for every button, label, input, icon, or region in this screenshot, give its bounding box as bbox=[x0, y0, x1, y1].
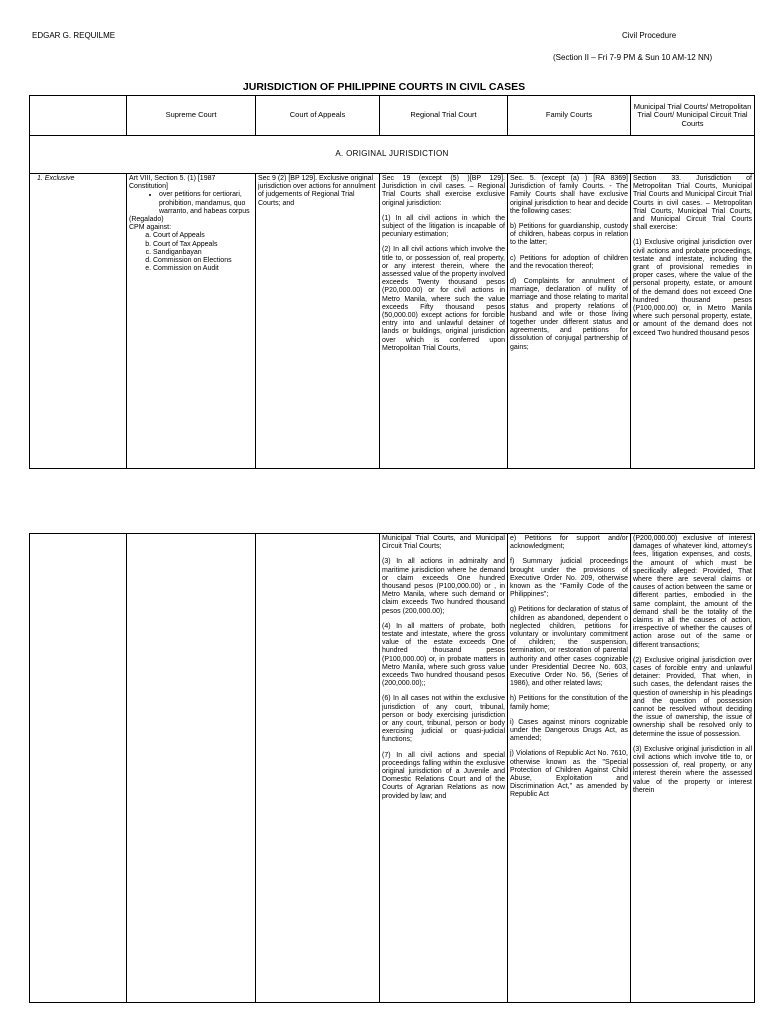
sc-regalado: (Regalado) bbox=[129, 216, 164, 224]
fc-paragraph: e) Petitions for support and/or acknowledgment; bbox=[510, 535, 628, 551]
fc-paragraph: f) Summary judicial proceedings brought under the provisions of Executive Order No. 209, otherwise known as the "Family Code of the Philippines"; bbox=[510, 558, 628, 599]
mtc-paragraph: (3) Exclusive original jurisdiction in all civil actions which involve title to, or possession of, real property, or any interest therein where the assessed value of the property or interest therein bbox=[633, 745, 752, 794]
fc-paragraph: i) Cases against minors cognizable under the Dangerous Drugs Act, as amended; bbox=[510, 718, 628, 743]
mtc-paragraph: (P200,000.00) exclusive of interest damages of whatever kind, attorney's fees, litigation expenses, and costs, the amount of which must be specifically alleged: Provided, That where there are several claims or causes of action between the same or different parties, embodied in the same complaint, the amount of the demand shall be the totality of the claims in all the causes of action, irrespective of whether the causes of action arose out of the same or different transactions; bbox=[633, 535, 752, 649]
header-blank-cell bbox=[30, 96, 127, 136]
sc-item: d. Commission on Elections bbox=[153, 257, 253, 265]
fc-paragraph: g) Petitions for declaration of status of children as abandoned, dependent o neglected children, petitions for voluntary or involuntary commitment of children; the suspension, termination, or restoration of parental authority and other cases cognizable under Presidential Decree No. 603, Executive Order No. 56, (Series of 1986), and other related laws; bbox=[510, 606, 628, 688]
fc-paragraph: j) Violations of Republic Act No. 7610, otherwise known as the "Special Protection of Children Against Child Abuse, Exploitation and Discrimination Act," as amended by Republic Act bbox=[510, 750, 628, 799]
rtc-paragraph: (7) In all civil actions and special proceedings falling within the exclusive original jurisdiction of a Juvenile and Domestic Relations Court and of the Courts of Agrarian Relations as now provided by law; and bbox=[382, 751, 505, 800]
court-of-appeals-cell-continued bbox=[256, 534, 380, 1003]
rtc-paragraph: (1) In all civil actions in which the subject of the litigation is incapable of pecuniary estimation; bbox=[382, 214, 505, 239]
fc-paragraph: c) Petitions for adoption of children and the revocation thereof; bbox=[510, 254, 628, 270]
section-heading-original-jurisdiction: A. ORIGINAL JURISDICTION bbox=[30, 136, 755, 174]
sc-writs-bullet: • over petitions for certiorari, prohibition, mandamus, quo warranto, and habeas corpus bbox=[159, 191, 253, 216]
row-label-cell-continued bbox=[30, 534, 127, 1003]
sc-cpm-label: CPM against: bbox=[129, 224, 172, 232]
sc-item: e. Commission on Audit bbox=[153, 265, 253, 273]
subject-label: Civil Procedure bbox=[622, 31, 677, 40]
sc-constitution-ref: Art VIII, Section 5. (1) [1987 Constitution] bbox=[129, 175, 216, 191]
column-header-regional-trial-court: Regional Trial Court bbox=[380, 96, 508, 136]
rtc-paragraph: (6) In all cases not within the exclusive jurisdiction of any court, tribunal, person or body exercising jurisdiction or any court, tribunal, person or body exercising judicial or quasi-judicial functions; bbox=[382, 695, 505, 744]
jurisdiction-table-page-1 bbox=[29, 95, 755, 469]
document-title: JURISDICTION OF PHILIPPINE COURTS IN CIVIL CASES bbox=[242, 81, 526, 93]
regional-trial-court-cell bbox=[380, 174, 508, 469]
municipal-trial-courts-cell bbox=[631, 174, 755, 469]
section-schedule: (Section II – Fri 7-9 PM & Sun 10 AM-12 NN) bbox=[553, 53, 713, 62]
rtc-paragraph: Municipal Trial Courts, and Municipal Circuit Trial Courts; bbox=[382, 535, 505, 551]
fc-paragraph: d) Complaints for annulment of marriage, declaration of nullity of marriage and those relating to marital status and property relations of husband and wife or those living together under different status and agreements, and petitions for dissolution of conjugal partnership of gains; bbox=[510, 278, 628, 351]
supreme-court-cell bbox=[127, 174, 256, 469]
sc-item: b. Court of Tax Appeals bbox=[153, 241, 253, 249]
rtc-paragraph: (3) In all actions in admiralty and maritime jurisdiction where he demand or claim exceeds One hundred thousand pesos (P100,000.00) or , in Metro Manila, where such demand or claim exceeds Two hundred thousand pesos (200,000.00); bbox=[382, 558, 505, 615]
rtc-paragraph: (2) In all civil actions which involve the title to, or possession of, real property, or any interest therein, where the assessed value of the property involved exceeds Twenty thousand pesos (P20,000.00) or for civil actions in Metro Manila, where such the value exceeds Fifty thousand pesos (50,000.00) except actions for forcible entry into and unlawful detainer of lands or buildings, original jurisdiction over which is conferred upon Metropolitan Trial Courts, bbox=[382, 246, 505, 352]
mtc-paragraph: Section 33. Jurisdiction of Metropolitan Trial Courts, Municipal Trial Courts and Municipal Circuit Trial Courts in civil cases. – Metropolitan Trial Courts, Municipal Trial Courts, and Municipal Circuit Trial Courts shall exercise: bbox=[633, 175, 752, 232]
mtc-paragraph: (1) Exclusive original jurisdiction over civil actions and probate proceedings, testate and intestate, including the grant of provisional remedies in proper cases, where the value of the personal property, estate, or amount of the demand does not exceed One hundred thousand pesos (P100,000.00) or, in Metro Manila where such personal property, estate, or amount of the demand does not exceed Two hundred thousand pesos bbox=[633, 239, 752, 337]
family-courts-cell-continued bbox=[508, 534, 631, 1003]
family-courts-cell bbox=[508, 174, 631, 469]
column-header-family-courts: Family Courts bbox=[508, 96, 631, 136]
regional-trial-court-cell-continued bbox=[380, 534, 508, 1003]
fc-paragraph: h) Petitions for the constitution of the family home; bbox=[510, 695, 628, 711]
mtc-paragraph: (2) Exclusive original jurisdiction over cases of forcible entry and unlawful detainer: Provided, That when, in such cases, the defendant raises the question of ownership in his pleadings and the question of possession cannot be resolved without deciding the issue of ownership, the issue of ownership shall be resolved only to determine the issue of possession. bbox=[633, 656, 752, 738]
municipal-trial-courts-cell-continued bbox=[631, 534, 755, 1003]
jurisdiction-table-page-2 bbox=[29, 533, 755, 1003]
supreme-court-cell-continued bbox=[127, 534, 256, 1003]
row-label-exclusive: 1. Exclusive bbox=[37, 175, 75, 182]
sc-item: a. Court of Appeals bbox=[153, 232, 253, 240]
column-header-municipal-trial-courts: Municipal Trial Courts/ Metropolitan Trial Court/ Municipal Circuit Trial Courts bbox=[631, 96, 755, 136]
author-name: EDGAR G. REQUILME bbox=[32, 31, 116, 40]
column-header-court-of-appeals: Court of Appeals bbox=[256, 96, 380, 136]
ca-text: Sec 9 (2) [BP 129]. Exclusive original jurisdiction over actions for annulment of judgements of Regional Trial Courts; and bbox=[258, 175, 376, 207]
rtc-paragraph: (4) In all matters of probate, both testate and intestate, where the gross value of the estate exceeds One hundred thousand pesos (P100,000.00) or, in probate matters in Metro Manila, where such gross value exceeds Two hundred thousand pesos (200,000.00);; bbox=[382, 622, 505, 688]
row-label-cell bbox=[30, 174, 127, 469]
court-of-appeals-cell bbox=[256, 174, 380, 469]
column-header-supreme-court: Supreme Court bbox=[127, 96, 256, 136]
fc-paragraph: b) Petitions for guardianship, custody of children, habeas corpus in relation to the latter; bbox=[510, 223, 628, 247]
sc-item: c. Sandiganbayan bbox=[153, 249, 253, 257]
fc-paragraph: Sec. 5. (except (a) ) [RA 8369] Jurisdiction of family Courts. - The Family Courts shall have exclusive original jurisdiction to hear and decide the following cases: bbox=[510, 175, 628, 215]
rtc-paragraph: Sec 19 (except (5) )[BP 129]. Jurisdiction in civil cases. – Regional Trial Courts shall exercise exclusive original jurisdiction: bbox=[382, 175, 505, 207]
